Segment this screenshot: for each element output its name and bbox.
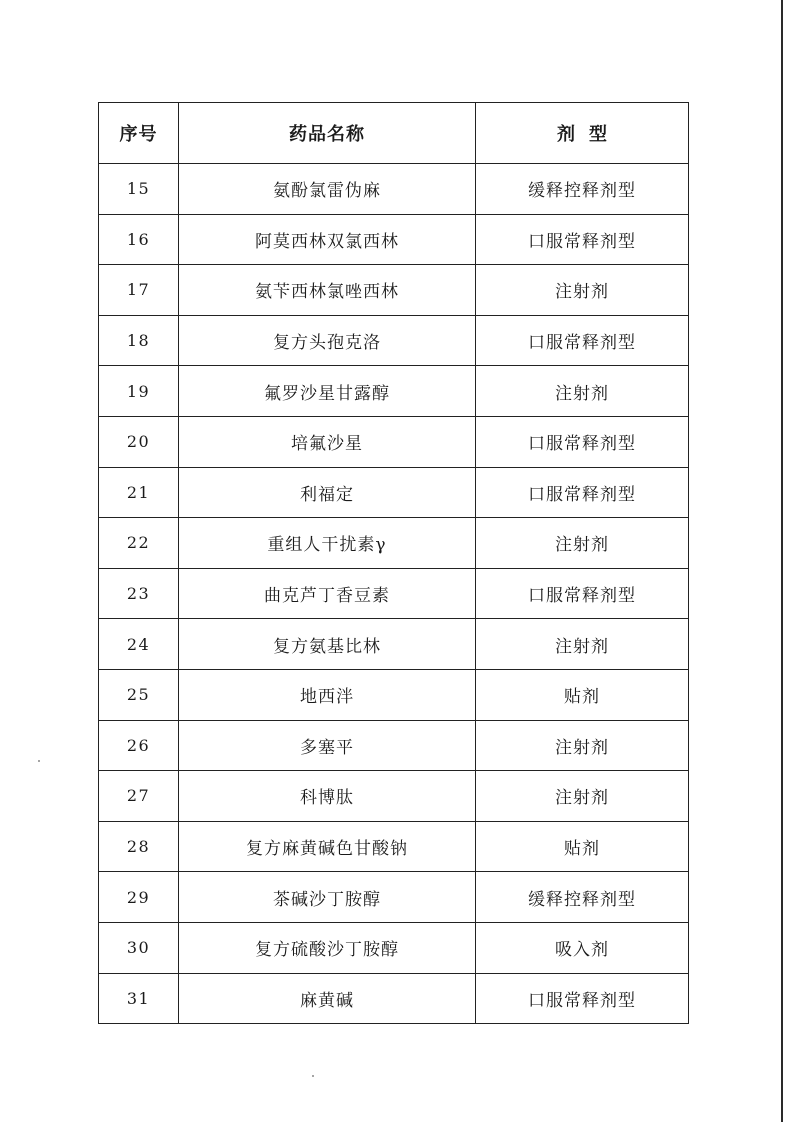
row-index: 31 — [99, 973, 179, 1024]
row-dosage-form: 吸入剂 — [476, 922, 689, 973]
row-drug-name: 培氟沙星 — [179, 416, 476, 467]
table-row — [99, 720, 689, 771]
header-dosage-form: 剂型 — [476, 103, 689, 164]
scan-speck — [312, 1075, 314, 1077]
row-drug-name: 地西泮 — [179, 669, 476, 720]
row-index: 19 — [99, 366, 179, 417]
row-drug-name: 重组人干扰素γ — [179, 518, 476, 569]
drug-table — [98, 102, 689, 1024]
row-drug-name: 多塞平 — [179, 720, 476, 771]
row-index: 24 — [99, 619, 179, 670]
row-dosage-form: 口服常释剂型 — [476, 568, 689, 619]
row-dosage-form: 口服常释剂型 — [476, 973, 689, 1024]
row-dosage-form: 口服常释剂型 — [476, 315, 689, 366]
row-index: 21 — [99, 467, 179, 518]
row-index: 30 — [99, 922, 179, 973]
row-index: 22 — [99, 518, 179, 569]
row-dosage-form: 注射剂 — [476, 771, 689, 822]
row-index: 20 — [99, 416, 179, 467]
table-row — [99, 518, 689, 569]
table-body — [99, 164, 689, 1024]
table-row — [99, 568, 689, 619]
row-dosage-form: 注射剂 — [476, 265, 689, 316]
row-drug-name: 科博肽 — [179, 771, 476, 822]
row-drug-name: 茶碱沙丁胺醇 — [179, 872, 476, 923]
table-row — [99, 821, 689, 872]
row-index: 28 — [99, 821, 179, 872]
row-dosage-form: 缓释控释剂型 — [476, 872, 689, 923]
row-drug-name: 氟罗沙星甘露醇 — [179, 366, 476, 417]
row-index: 27 — [99, 771, 179, 822]
row-index: 29 — [99, 872, 179, 923]
row-index: 25 — [99, 669, 179, 720]
row-dosage-form: 贴剂 — [476, 669, 689, 720]
table-row — [99, 922, 689, 973]
table-header — [99, 103, 689, 164]
row-dosage-form: 口服常释剂型 — [476, 416, 689, 467]
row-drug-name: 麻黄碱 — [179, 973, 476, 1024]
row-drug-name: 氨苄西林氯唑西林 — [179, 265, 476, 316]
table-row — [99, 315, 689, 366]
row-dosage-form: 注射剂 — [476, 366, 689, 417]
scan-speck — [38, 760, 40, 762]
row-index: 18 — [99, 315, 179, 366]
row-drug-name: 复方头孢克洛 — [179, 315, 476, 366]
row-dosage-form: 注射剂 — [476, 619, 689, 670]
row-drug-name: 利福定 — [179, 467, 476, 518]
table-row — [99, 872, 689, 923]
table-row — [99, 214, 689, 265]
row-dosage-form: 注射剂 — [476, 720, 689, 771]
table-row — [99, 973, 689, 1024]
header-index: 序号 — [99, 103, 179, 164]
row-index: 15 — [99, 164, 179, 215]
header-row — [99, 103, 689, 164]
row-dosage-form: 口服常释剂型 — [476, 214, 689, 265]
row-drug-name: 复方麻黄碱色甘酸钠 — [179, 821, 476, 872]
table-row — [99, 467, 689, 518]
header-drug-name: 药品名称 — [179, 103, 476, 164]
scan-edge-line — [781, 0, 783, 1122]
row-dosage-form: 缓释控释剂型 — [476, 164, 689, 215]
row-dosage-form: 注射剂 — [476, 518, 689, 569]
row-drug-name: 曲克芦丁香豆素 — [179, 568, 476, 619]
row-index: 17 — [99, 265, 179, 316]
row-index: 26 — [99, 720, 179, 771]
table-row — [99, 366, 689, 417]
table-row — [99, 771, 689, 822]
row-index: 23 — [99, 568, 179, 619]
row-dosage-form: 口服常释剂型 — [476, 467, 689, 518]
table-row — [99, 265, 689, 316]
row-drug-name: 氨酚氯雷伪麻 — [179, 164, 476, 215]
row-drug-name: 阿莫西林双氯西林 — [179, 214, 476, 265]
table-row — [99, 669, 689, 720]
row-drug-name: 复方硫酸沙丁胺醇 — [179, 922, 476, 973]
row-index: 16 — [99, 214, 179, 265]
row-drug-name: 复方氨基比林 — [179, 619, 476, 670]
table-row — [99, 416, 689, 467]
table-row — [99, 164, 689, 215]
row-dosage-form: 贴剂 — [476, 821, 689, 872]
table-row — [99, 619, 689, 670]
